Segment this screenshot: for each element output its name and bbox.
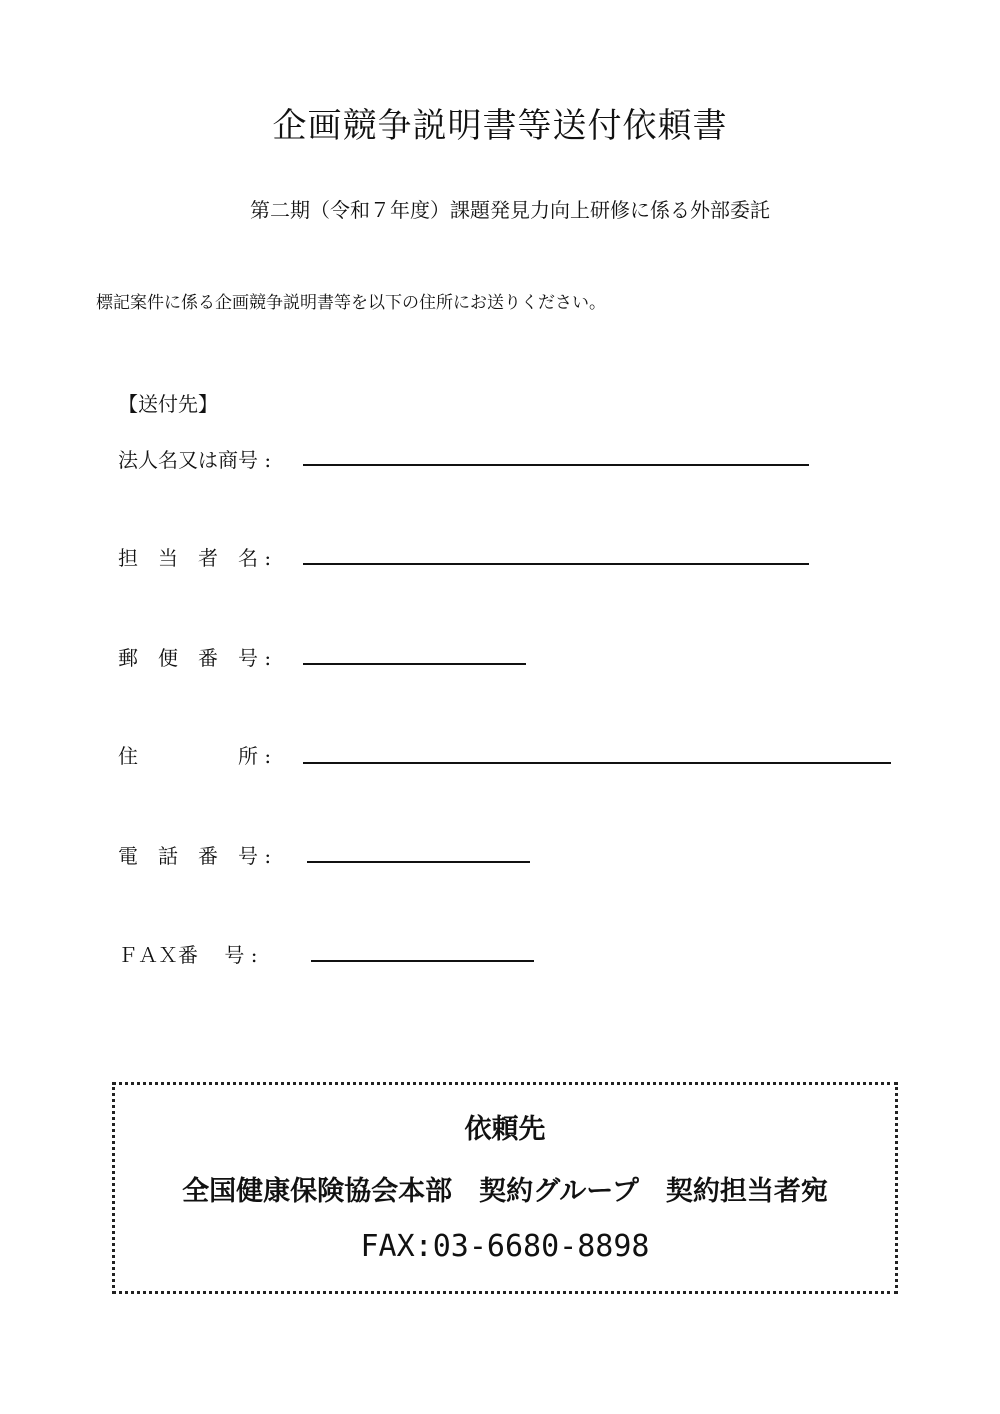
field-label-address: 住 所 : bbox=[118, 744, 272, 768]
document-title: 企画競争説明書等送付依頼書 bbox=[272, 106, 728, 146]
requestee-box bbox=[112, 1082, 898, 1294]
field-label-fax-number: ＦＡＸ番 号 : bbox=[118, 943, 258, 967]
field-label-contact-person: 担 当 者 名 : bbox=[118, 546, 272, 570]
field-line-postal-code[interactable] bbox=[303, 663, 526, 665]
requestee-organization: 全国健康保険協会本部 契約グループ 契約担当者宛 bbox=[182, 1176, 828, 1207]
field-line-contact-person[interactable] bbox=[303, 563, 809, 565]
field-line-company-name[interactable] bbox=[303, 464, 809, 466]
field-label-phone-number: 電 話 番 号 : bbox=[118, 844, 272, 868]
requestee-fax: FAX:03-6680-8898 bbox=[360, 1229, 650, 1264]
section-heading-recipient: 【送付先】 bbox=[118, 392, 218, 416]
requestee-title: 依頼先 bbox=[464, 1114, 546, 1145]
field-line-fax-number[interactable] bbox=[311, 960, 534, 962]
document-subtitle: 第二期（令和７年度）課題発見力向上研修に係る外部委託 bbox=[250, 198, 770, 222]
field-line-address[interactable] bbox=[303, 762, 891, 764]
field-label-company-name: 法人名又は商号 : bbox=[118, 448, 272, 472]
field-line-phone-number[interactable] bbox=[307, 861, 530, 863]
field-label-postal-code: 郵 便 番 号 : bbox=[118, 646, 272, 670]
intro-text: 標記案件に係る企画競争説明書等を以下の住所にお送りください。 bbox=[96, 293, 606, 313]
